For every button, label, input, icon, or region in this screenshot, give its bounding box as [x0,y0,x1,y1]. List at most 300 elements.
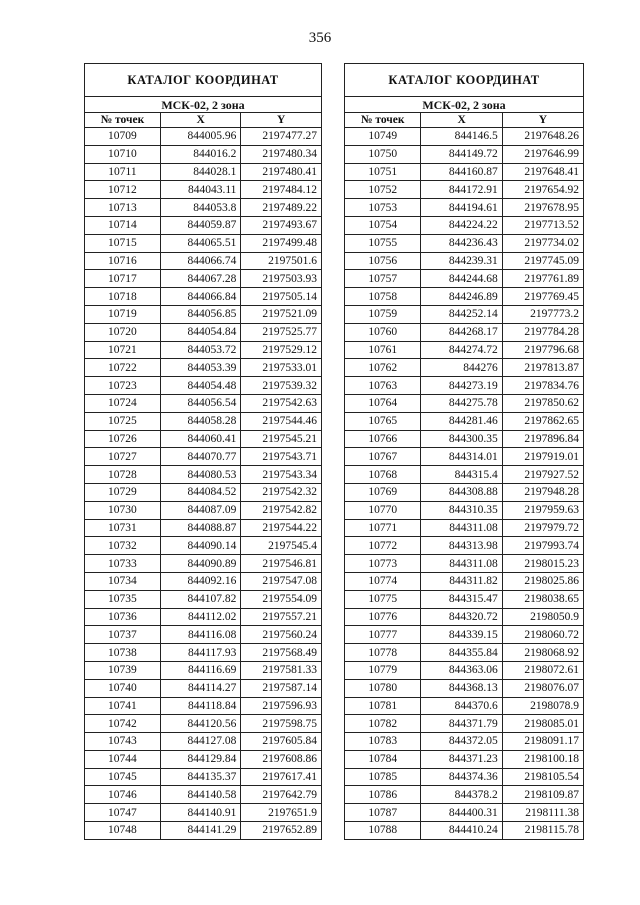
table-row [345,679,584,697]
y-coordinate-cell: 2197796.68 [502,341,583,359]
point-number-cell: 10758 [345,288,421,306]
table-row [85,679,322,697]
table-row [85,626,322,644]
y-coordinate-cell: 2198100.18 [502,750,583,768]
table-row [85,430,322,448]
y-coordinate-cell: 2197648.26 [502,128,583,146]
table-row [345,519,584,537]
table-row [85,359,322,377]
coordinate-table-left [84,63,322,840]
point-number-cell: 10739 [85,661,161,679]
x-coordinate-cell: 844090.89 [160,555,241,573]
table-row [85,216,322,234]
table-row [85,501,322,519]
point-number-cell: 10720 [85,323,161,341]
column-header-point-number: № точек [345,113,421,128]
point-number-cell: 10713 [85,199,161,217]
x-coordinate-cell: 844244.68 [421,270,502,288]
y-coordinate-cell: 2198025.86 [502,572,583,590]
point-number-cell: 10731 [85,519,161,537]
point-number-cell: 10741 [85,697,161,715]
y-coordinate-cell: 2197560.24 [241,626,322,644]
table-row [345,128,584,146]
x-coordinate-cell: 844053.72 [160,341,241,359]
x-coordinate-cell: 844252.14 [421,305,502,323]
y-coordinate-cell: 2198072.61 [502,661,583,679]
y-coordinate-cell: 2197927.52 [502,466,583,484]
point-number-cell: 10772 [345,537,421,555]
x-coordinate-cell: 844043.11 [160,181,241,199]
table-row [85,733,322,751]
y-coordinate-cell: 2197608.86 [241,750,322,768]
table-row [345,715,584,733]
table-row [345,786,584,804]
table-row [345,234,584,252]
point-number-cell: 10727 [85,448,161,466]
y-coordinate-cell: 2197546.81 [241,555,322,573]
point-number-cell: 10759 [345,305,421,323]
table-row [85,234,322,252]
y-coordinate-cell: 2197598.75 [241,715,322,733]
table-row [85,804,322,822]
y-coordinate-cell: 2197568.49 [241,644,322,662]
column-header-y: Y [502,113,583,128]
point-number-cell: 10715 [85,234,161,252]
x-coordinate-cell: 844273.19 [421,377,502,395]
y-coordinate-cell: 2197542.82 [241,501,322,519]
x-coordinate-cell: 844053.8 [160,199,241,217]
x-coordinate-cell: 844274.72 [421,341,502,359]
point-number-cell: 10783 [345,733,421,751]
point-number-cell: 10756 [345,252,421,270]
y-coordinate-cell: 2197547.08 [241,572,322,590]
table-zone: МСК-02, 2 зона [85,97,322,113]
x-coordinate-cell: 844060.41 [160,430,241,448]
point-number-cell: 10768 [345,466,421,484]
table-row [85,644,322,662]
y-coordinate-cell: 2197617.41 [241,768,322,786]
table-row [85,608,322,626]
point-number-cell: 10723 [85,377,161,395]
table-row [345,163,584,181]
y-coordinate-cell: 2197734.02 [502,234,583,252]
point-number-cell: 10787 [345,804,421,822]
table-row [345,341,584,359]
point-number-cell: 10744 [85,750,161,768]
table-body [345,128,584,840]
table-row [85,305,322,323]
x-coordinate-cell: 844070.77 [160,448,241,466]
point-number-cell: 10755 [345,234,421,252]
x-coordinate-cell: 844400.31 [421,804,502,822]
x-coordinate-cell: 844005.96 [160,128,241,146]
x-coordinate-cell: 844149.72 [421,145,502,163]
table-row [345,394,584,412]
table-row [345,216,584,234]
table-row [345,572,584,590]
y-coordinate-cell: 2197745.09 [502,252,583,270]
x-coordinate-cell: 844370.6 [421,697,502,715]
table-row [345,181,584,199]
table-row [85,466,322,484]
point-number-cell: 10716 [85,252,161,270]
y-coordinate-cell: 2197773.2 [502,305,583,323]
table-row [85,768,322,786]
table-row [85,519,322,537]
y-coordinate-cell: 2198111.38 [502,804,583,822]
x-coordinate-cell: 844084.52 [160,483,241,501]
point-number-cell: 10726 [85,430,161,448]
point-number-cell: 10734 [85,572,161,590]
y-coordinate-cell: 2197678.95 [502,199,583,217]
point-number-cell: 10775 [345,590,421,608]
x-coordinate-cell: 844140.58 [160,786,241,804]
table-row [345,697,584,715]
x-coordinate-cell: 844066.74 [160,252,241,270]
y-coordinate-cell: 2198105.54 [502,768,583,786]
point-number-cell: 10724 [85,394,161,412]
x-coordinate-cell: 844114.27 [160,679,241,697]
point-number-cell: 10763 [345,377,421,395]
x-coordinate-cell: 844053.39 [160,359,241,377]
x-coordinate-cell: 844300.35 [421,430,502,448]
y-coordinate-cell: 2197813.87 [502,359,583,377]
point-number-cell: 10711 [85,163,161,181]
y-coordinate-cell: 2197533.01 [241,359,322,377]
table-row [85,288,322,306]
y-coordinate-cell: 2197652.89 [241,822,322,840]
x-coordinate-cell: 844311.08 [421,555,502,573]
y-coordinate-cell: 2198109.87 [502,786,583,804]
y-coordinate-cell: 2197480.34 [241,145,322,163]
x-coordinate-cell: 844355.84 [421,644,502,662]
x-coordinate-cell: 844276 [421,359,502,377]
x-coordinate-cell: 844268.17 [421,323,502,341]
table-row [85,341,322,359]
y-coordinate-cell: 2197544.46 [241,412,322,430]
y-coordinate-cell: 2197587.14 [241,679,322,697]
point-number-cell: 10743 [85,733,161,751]
table-row [85,448,322,466]
table-row [345,288,584,306]
table-row [345,430,584,448]
point-number-cell: 10752 [345,181,421,199]
point-number-cell: 10749 [345,128,421,146]
y-coordinate-cell: 2197539.32 [241,377,322,395]
table-row [85,750,322,768]
x-coordinate-cell: 844308.88 [421,483,502,501]
column-header-point-number: № точек [85,113,161,128]
x-coordinate-cell: 844194.61 [421,199,502,217]
point-number-cell: 10753 [345,199,421,217]
x-coordinate-cell: 844129.84 [160,750,241,768]
y-coordinate-cell: 2197834.76 [502,377,583,395]
point-number-cell: 10709 [85,128,161,146]
y-coordinate-cell: 2197493.67 [241,216,322,234]
point-number-cell: 10748 [85,822,161,840]
table-row [85,323,322,341]
table-row [85,412,322,430]
point-number-cell: 10767 [345,448,421,466]
y-coordinate-cell: 2197543.34 [241,466,322,484]
point-number-cell: 10786 [345,786,421,804]
table-row [345,555,584,573]
x-coordinate-cell: 844236.43 [421,234,502,252]
x-coordinate-cell: 844371.23 [421,750,502,768]
y-coordinate-cell: 2197542.63 [241,394,322,412]
x-coordinate-cell: 844090.14 [160,537,241,555]
point-number-cell: 10782 [345,715,421,733]
column-header-y: Y [241,113,322,128]
y-coordinate-cell: 2197761.89 [502,270,583,288]
x-coordinate-cell: 844371.79 [421,715,502,733]
y-coordinate-cell: 2197605.84 [241,733,322,751]
x-coordinate-cell: 844410.24 [421,822,502,840]
x-coordinate-cell: 844311.08 [421,519,502,537]
y-coordinate-cell: 2197979.72 [502,519,583,537]
x-coordinate-cell: 844311.82 [421,572,502,590]
table-row [345,733,584,751]
table-title: КАТАЛОГ КООРДИНАТ [85,64,322,97]
y-coordinate-cell: 2198068.92 [502,644,583,662]
x-coordinate-cell: 844116.08 [160,626,241,644]
x-coordinate-cell: 844067.28 [160,270,241,288]
x-coordinate-cell: 844135.37 [160,768,241,786]
point-number-cell: 10773 [345,555,421,573]
point-number-cell: 10733 [85,555,161,573]
table-row [345,305,584,323]
y-coordinate-cell: 2197544.22 [241,519,322,537]
y-coordinate-cell: 2197896.84 [502,430,583,448]
y-coordinate-cell: 2197525.77 [241,323,322,341]
point-number-cell: 10761 [345,341,421,359]
table-row [345,483,584,501]
y-coordinate-cell: 2197503.93 [241,270,322,288]
y-coordinate-cell: 2197521.09 [241,305,322,323]
point-number-cell: 10712 [85,181,161,199]
page-number: 356 [308,30,332,46]
table-row [85,697,322,715]
x-coordinate-cell: 844088.87 [160,519,241,537]
x-coordinate-cell: 844080.53 [160,466,241,484]
point-number-cell: 10769 [345,483,421,501]
x-coordinate-cell: 844363.06 [421,661,502,679]
x-coordinate-cell: 844313.98 [421,537,502,555]
y-coordinate-cell: 2197651.9 [241,804,322,822]
table-row [345,199,584,217]
table-row [345,608,584,626]
x-coordinate-cell: 844056.85 [160,305,241,323]
point-number-cell: 10740 [85,679,161,697]
table-row [85,822,322,840]
y-coordinate-cell: 2197948.28 [502,483,583,501]
y-coordinate-cell: 2198038.65 [502,590,583,608]
point-number-cell: 10738 [85,644,161,662]
table-row [85,145,322,163]
point-number-cell: 10784 [345,750,421,768]
table-row [345,377,584,395]
point-number-cell: 10721 [85,341,161,359]
point-number-cell: 10728 [85,466,161,484]
point-number-cell: 10750 [345,145,421,163]
y-coordinate-cell: 2197784.28 [502,323,583,341]
table-row [85,537,322,555]
table-row [345,537,584,555]
x-coordinate-cell: 844016.2 [160,145,241,163]
table-row [85,377,322,395]
y-coordinate-cell: 2197642.79 [241,786,322,804]
x-coordinate-cell: 844281.46 [421,412,502,430]
point-number-cell: 10780 [345,679,421,697]
point-number-cell: 10766 [345,430,421,448]
table-row [345,412,584,430]
table-row [85,252,322,270]
point-number-cell: 10745 [85,768,161,786]
y-coordinate-cell: 2197545.21 [241,430,322,448]
table-row [345,501,584,519]
point-number-cell: 10765 [345,412,421,430]
table-body [85,128,322,840]
x-coordinate-cell: 844141.29 [160,822,241,840]
x-coordinate-cell: 844172.91 [421,181,502,199]
column-header-x: X [160,113,241,128]
table-row [345,822,584,840]
table-row [85,483,322,501]
x-coordinate-cell: 844146.5 [421,128,502,146]
x-coordinate-cell: 844368.13 [421,679,502,697]
y-coordinate-cell: 2198076.07 [502,679,583,697]
point-number-cell: 10742 [85,715,161,733]
table-row [85,128,322,146]
x-coordinate-cell: 844118.84 [160,697,241,715]
point-number-cell: 10714 [85,216,161,234]
x-coordinate-cell: 844056.54 [160,394,241,412]
point-number-cell: 10730 [85,501,161,519]
table-row [85,394,322,412]
y-coordinate-cell: 2197480.41 [241,163,322,181]
table-row [345,804,584,822]
x-coordinate-cell: 844065.51 [160,234,241,252]
table-row [85,661,322,679]
table-row [345,768,584,786]
y-coordinate-cell: 2197557.21 [241,608,322,626]
y-coordinate-cell: 2197713.52 [502,216,583,234]
x-coordinate-cell: 844112.02 [160,608,241,626]
x-coordinate-cell: 844378.2 [421,786,502,804]
x-coordinate-cell: 844374.36 [421,768,502,786]
x-coordinate-cell: 844116.69 [160,661,241,679]
y-coordinate-cell: 2198015.23 [502,555,583,573]
x-coordinate-cell: 844107.82 [160,590,241,608]
table-row [85,270,322,288]
point-number-cell: 10760 [345,323,421,341]
point-number-cell: 10718 [85,288,161,306]
x-coordinate-cell: 844087.09 [160,501,241,519]
point-number-cell: 10710 [85,145,161,163]
point-number-cell: 10774 [345,572,421,590]
point-number-cell: 10778 [345,644,421,662]
y-coordinate-cell: 2197648.41 [502,163,583,181]
x-coordinate-cell: 844339.15 [421,626,502,644]
y-coordinate-cell: 2198050.9 [502,608,583,626]
table-row [345,750,584,768]
y-coordinate-cell: 2197646.99 [502,145,583,163]
y-coordinate-cell: 2197545.4 [241,537,322,555]
y-coordinate-cell: 2198078.9 [502,697,583,715]
point-number-cell: 10754 [345,216,421,234]
x-coordinate-cell: 844066.84 [160,288,241,306]
point-number-cell: 10776 [345,608,421,626]
y-coordinate-cell: 2197993.74 [502,537,583,555]
table-row [345,644,584,662]
coordinate-table-right [344,63,584,840]
x-coordinate-cell: 844239.31 [421,252,502,270]
point-number-cell: 10719 [85,305,161,323]
table-row [345,359,584,377]
y-coordinate-cell: 2197499.48 [241,234,322,252]
point-number-cell: 10771 [345,519,421,537]
table-row [85,555,322,573]
x-coordinate-cell: 844140.91 [160,804,241,822]
y-coordinate-cell: 2198060.72 [502,626,583,644]
point-number-cell: 10777 [345,626,421,644]
point-number-cell: 10717 [85,270,161,288]
x-coordinate-cell: 844372.05 [421,733,502,751]
y-coordinate-cell: 2197850.62 [502,394,583,412]
x-coordinate-cell: 844315.4 [421,466,502,484]
table-row [345,323,584,341]
y-coordinate-cell: 2197596.93 [241,697,322,715]
point-number-cell: 10757 [345,270,421,288]
x-coordinate-cell: 844117.93 [160,644,241,662]
y-coordinate-cell: 2197477.27 [241,128,322,146]
table-row [85,786,322,804]
point-number-cell: 10781 [345,697,421,715]
table-row [85,199,322,217]
y-coordinate-cell: 2197542.32 [241,483,322,501]
x-coordinate-cell: 844058.28 [160,412,241,430]
point-number-cell: 10751 [345,163,421,181]
y-coordinate-cell: 2198085.01 [502,715,583,733]
table-row [345,252,584,270]
point-number-cell: 10764 [345,394,421,412]
point-number-cell: 10770 [345,501,421,519]
y-coordinate-cell: 2197769.45 [502,288,583,306]
y-coordinate-cell: 2197919.01 [502,448,583,466]
x-coordinate-cell: 844054.48 [160,377,241,395]
x-coordinate-cell: 844054.84 [160,323,241,341]
table-row [345,145,584,163]
column-header-x: X [421,113,502,128]
table-zone: МСК-02, 2 зона [345,97,584,113]
table-row [345,270,584,288]
y-coordinate-cell: 2197554.09 [241,590,322,608]
x-coordinate-cell: 844320.72 [421,608,502,626]
table-row [345,661,584,679]
table-row [85,181,322,199]
y-coordinate-cell: 2197654.92 [502,181,583,199]
table-row [345,626,584,644]
point-number-cell: 10729 [85,483,161,501]
y-coordinate-cell: 2197959.63 [502,501,583,519]
y-coordinate-cell: 2198115.78 [502,822,583,840]
x-coordinate-cell: 844028.1 [160,163,241,181]
table-row [345,590,584,608]
table-title: КАТАЛОГ КООРДИНАТ [345,64,584,97]
point-number-cell: 10725 [85,412,161,430]
point-number-cell: 10737 [85,626,161,644]
x-coordinate-cell: 844160.87 [421,163,502,181]
